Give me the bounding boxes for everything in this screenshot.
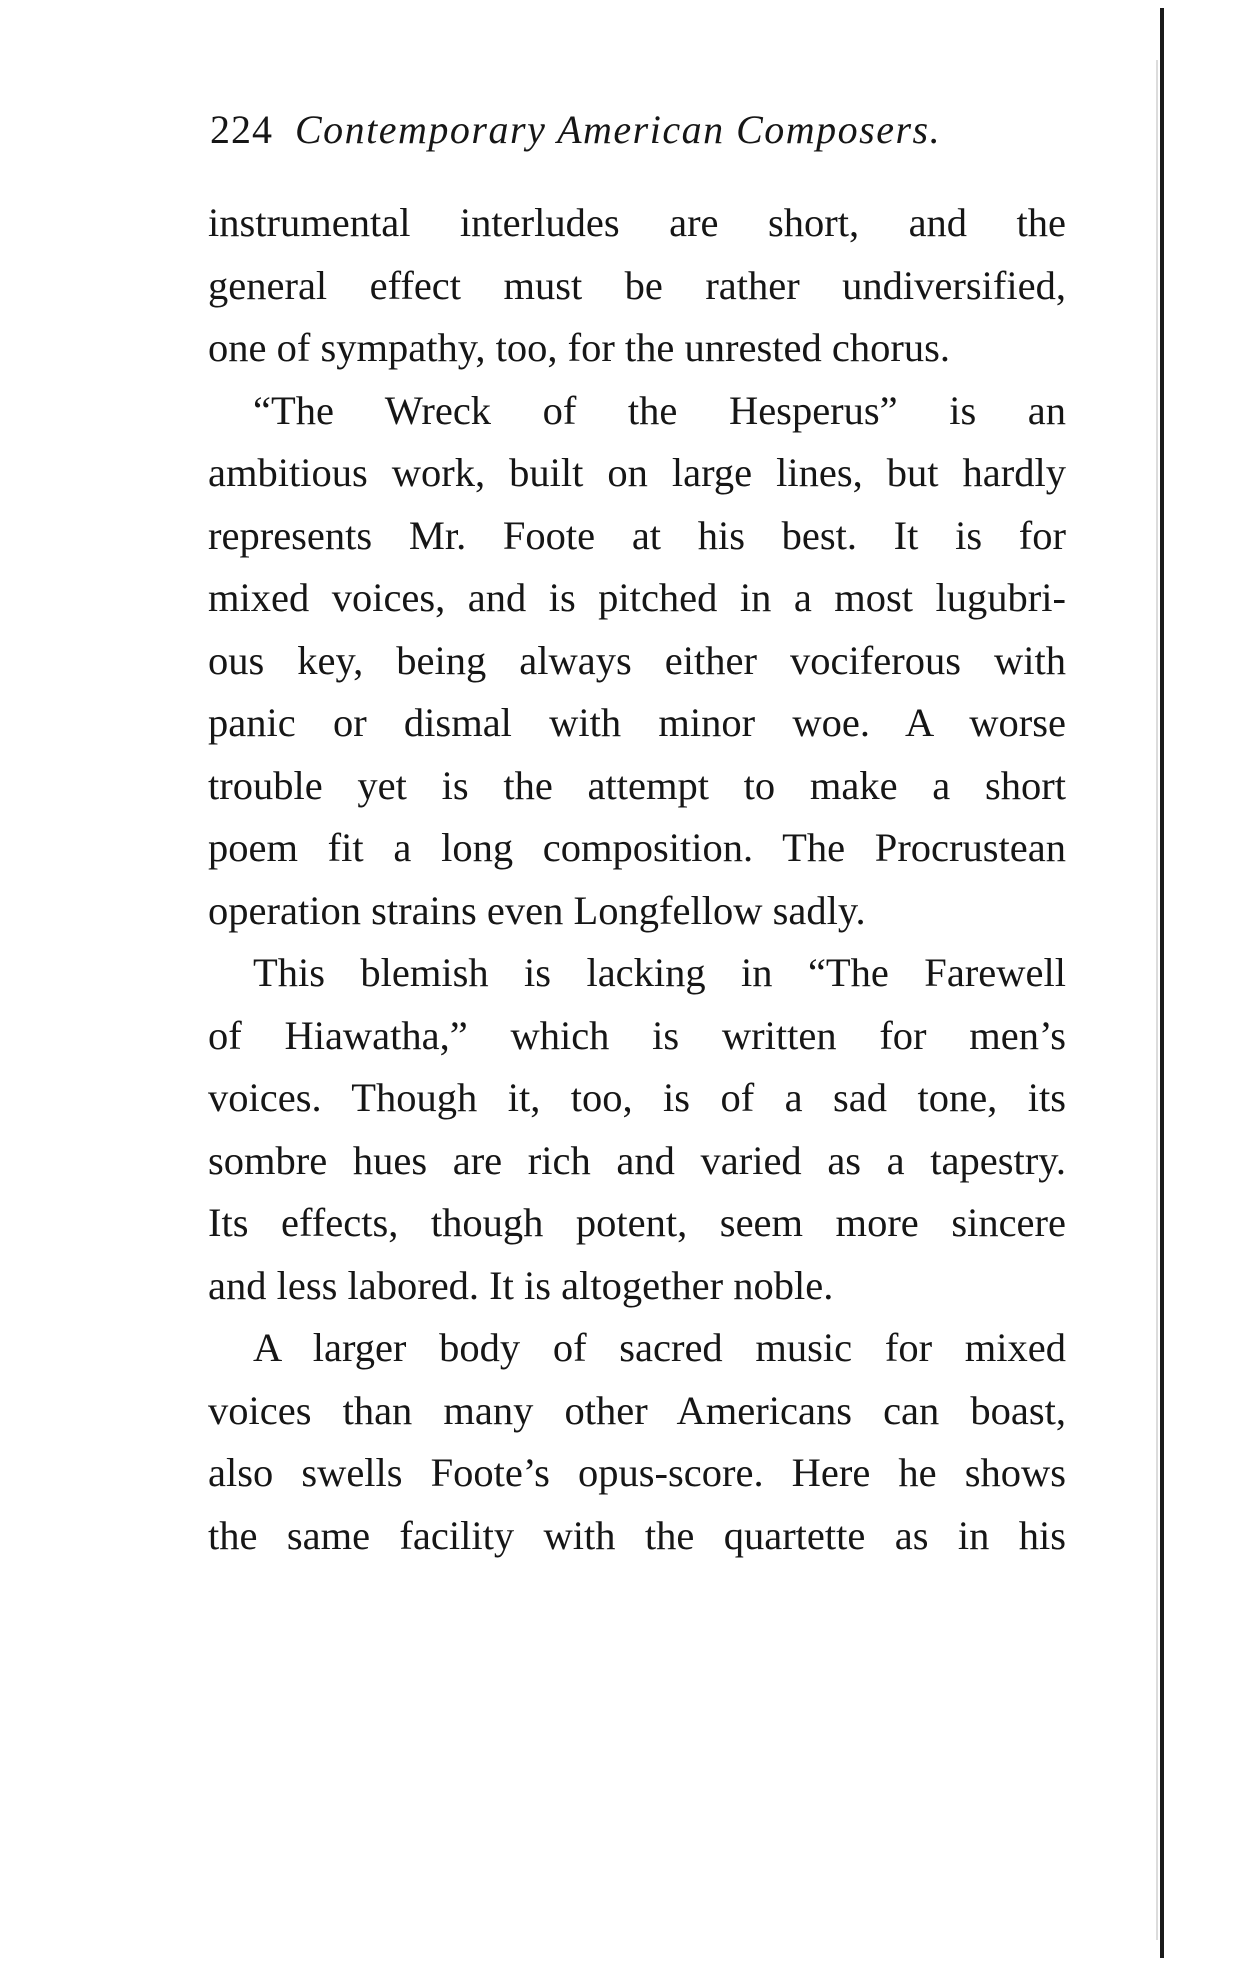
text-line: general effect must be rather undiversified, [208,262,1066,308]
text-line: the same facility with the quartette as in his [208,1512,1066,1558]
text-line: A larger body of sacred music for mixed [253,1325,1066,1370]
running-title: Contemporary American Composers. [295,107,942,152]
text-line: ambitious work, built on large lines, but hardly [208,450,1066,495]
text-line: sombre hues are rich and varied as a tapestry. [208,1137,1066,1183]
page-edge-rule [1160,8,1164,1958]
page-number: 224 [210,107,273,152]
text-line: represents Mr. Foote at his best. It is for [208,512,1066,558]
text-line: one of sympathy, too, for the unrested chorus. [208,325,950,370]
text-line: also swells Foote’s opus-score. Here he shows [208,1450,1066,1495]
text-line: Its effects, though potent, seem more sincere [208,1200,1066,1245]
text-line: of Hiawatha,” which is written for men’s [208,1012,1066,1058]
text-line: voices. Though it, too, is of a sad tone, its [208,1075,1066,1120]
text-line: This blemish is lacking in “The Farewell [253,950,1066,995]
text-line: and less labored. It is altogether noble. [208,1262,834,1308]
text-line: mixed voices, and is pitched in a most lugubri- [208,575,1066,620]
text-line: poem fit a long composition. The Procrustean [208,825,1066,870]
text-line: panic or dismal with minor woe. A worse [208,700,1066,745]
text-line: instrumental interludes are short, and the [208,200,1066,245]
text-line: “The Wreck of the Hesperus” is an [253,387,1066,433]
text-line: voices than many other Americans can boast, [208,1387,1066,1433]
text-line: trouble yet is the attempt to make a short [208,762,1066,808]
page-edge-shadow [1156,60,1158,1940]
text-line: operation strains even Longfellow sadly. [208,887,866,933]
running-head [210,100,980,160]
body-text [208,192,1066,1567]
text-line: ous key, being always either vociferous with [208,637,1066,683]
